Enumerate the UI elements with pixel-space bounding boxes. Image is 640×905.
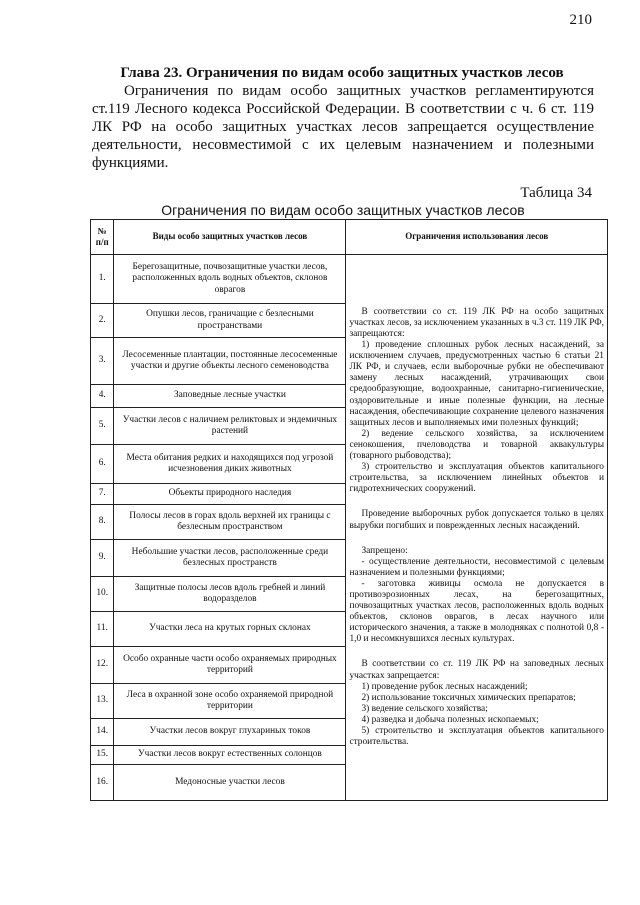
header-type: Виды особо защитных участков лесов [114,220,346,255]
restriction-text: 1) проведение сплошных рубок лесных насаждений, за исключением случаев, предусмотренных частью 6 статьи 21 ЛК РФ, и случаев, если выборочные рубки не обеспечивают замену лесных насаждений, утрачивающих свои средообразующие, водоохранные, санитарно-гигиенические, оздоровительные и иные полезные функции, на лесные насаждения, обеспечивающие сохранение целевого назначения защитных лесов и выполняемых ими полезных функций; [349,340,604,428]
restriction-text: В соответствии со ст. 119 ЛК РФ на заповедных лесных участках запрещается: [349,659,604,681]
restriction-text: - заготовка живицы осмола не допускается в противоэрозионных лесах, на берегозащитных, почвозащитных участках лесов, расположенных вдоль водных объектов, склонов оврагов, в лесах научного или исторического значения, а также в молодняках с полнотой 0,8 - 1,0 и несомкнувшихся лесных культурах. [349,578,604,645]
row-num: 3. [91,338,114,385]
table-row [91,255,608,304]
row-num: 4. [91,385,114,408]
restriction-text: 4) разведка и добыча полезных ископаемых; [361,714,539,725]
row-num: 12. [91,647,114,684]
row-num: 11. [91,612,114,647]
page-number: 210 [569,12,592,28]
row-num: 7. [91,484,114,505]
row-type: Участки лесов вокруг естественных солонцов [114,746,346,765]
row-type: Участки леса на крутых горных склонах [114,612,346,647]
table-header-row [91,220,608,255]
row-type: Защитные полосы лесов вдоль гребней и линий водоразделов [114,577,346,612]
header-restriction: Ограничения использования лесов [346,220,608,255]
row-type: Особо охранные части особо охраняемых природных территорий [114,647,346,684]
row-num: 1. [91,255,114,304]
restriction-text: 5) строительство и эксплуатация объектов капитального строительства. [349,726,604,748]
row-type: Лесосеменные плантации, постоянные лесосеменные участки и другие объекты лесного семеноводства [114,338,346,385]
restriction-text: 1) проведение рубок лесных насаждений; [361,681,528,692]
row-num: 6. [91,445,114,484]
row-type: Объекты природного наследия [114,484,346,505]
table-title: Ограничения по видам особо защитных участков лесов [161,202,525,218]
row-type: Участки лесов вокруг глухариных токов [114,719,346,746]
restriction-text: - осуществление деятельности, несовместимой с целевым назначением и полезными функциями; [349,556,604,578]
header-num: № п/п [91,220,114,255]
restriction-text: Запрещено: [361,545,408,556]
table-number: Таблица 34 [520,185,592,201]
restrictions-cell [346,255,608,801]
row-num: 8. [91,505,114,540]
row-num: 5. [91,408,114,445]
restriction-text: 2) использование токсичных химических препаратов; [361,692,576,703]
row-num: 14. [91,719,114,746]
restrictions-table [90,219,608,801]
row-type: Берегозащитные, почвозащитные участки лесов, расположенных вдоль водных объектов, склонов оврагов [114,255,346,304]
row-num: 9. [91,540,114,577]
row-type: Опушки лесов, граничащие с безлесными пространствами [114,304,346,338]
row-type: Медоносные участки лесов [114,765,346,801]
row-num: 15. [91,746,114,765]
restriction-text: В соответствии со ст. 119 ЛК РФ на особо защитных участках лесов, за исключением указанных в ч.3 ст. 119 ЛК РФ, запрещаются: [349,306,604,339]
row-type: Заповедные лесные участки [114,385,346,408]
restriction-text: 3) ведение сельского хозяйства; [361,703,488,714]
row-type: Полосы лесов в горах вдоль верхней их границы с безлесным пространством [114,505,346,540]
row-type: Леса в охранной зоне особо охраняемой природной территории [114,684,346,719]
chapter-title: Глава 23. Ограничения по видам особо защитных участков лесов [120,65,564,81]
restriction-text: 3) строительство и эксплуатация объектов капитального строительства, за исключением линейных объектов и гидротехнических сооружений. [349,462,604,495]
restriction-text: 2) ведение сельского хозяйства, за исключением сенокошения, пчеловодства и товарной аквакультуры (товарного рыбоводства); [349,428,604,462]
row-type: Участки лесов с наличием реликтовых и эндемичных растений [114,408,346,445]
row-type: Небольшие участки лесов, расположенные среди безлесных пространств [114,540,346,577]
row-num: 10. [91,577,114,612]
row-num: 2. [91,304,114,338]
row-type: Места обитания редких и находящихся под угрозой исчезновения диких животных [114,445,346,484]
intro-paragraph: Ограничения по видам особо защитных участков регламентируются ст.119 Лесного кодекса Российской Федерации. В соответствии с ч. 6 ст. 119 ЛК РФ на особо защитных участках лесов запрещается осуществление деятельности, несовместимой с их целевым назначением и полезными функциями. [92,83,594,171]
restriction-text: Проведение выборочных рубок допускается только в целях вырубки погибших и поврежденных лесных насаждений. [349,509,604,531]
row-num: 13. [91,684,114,719]
row-num: 16. [91,765,114,801]
